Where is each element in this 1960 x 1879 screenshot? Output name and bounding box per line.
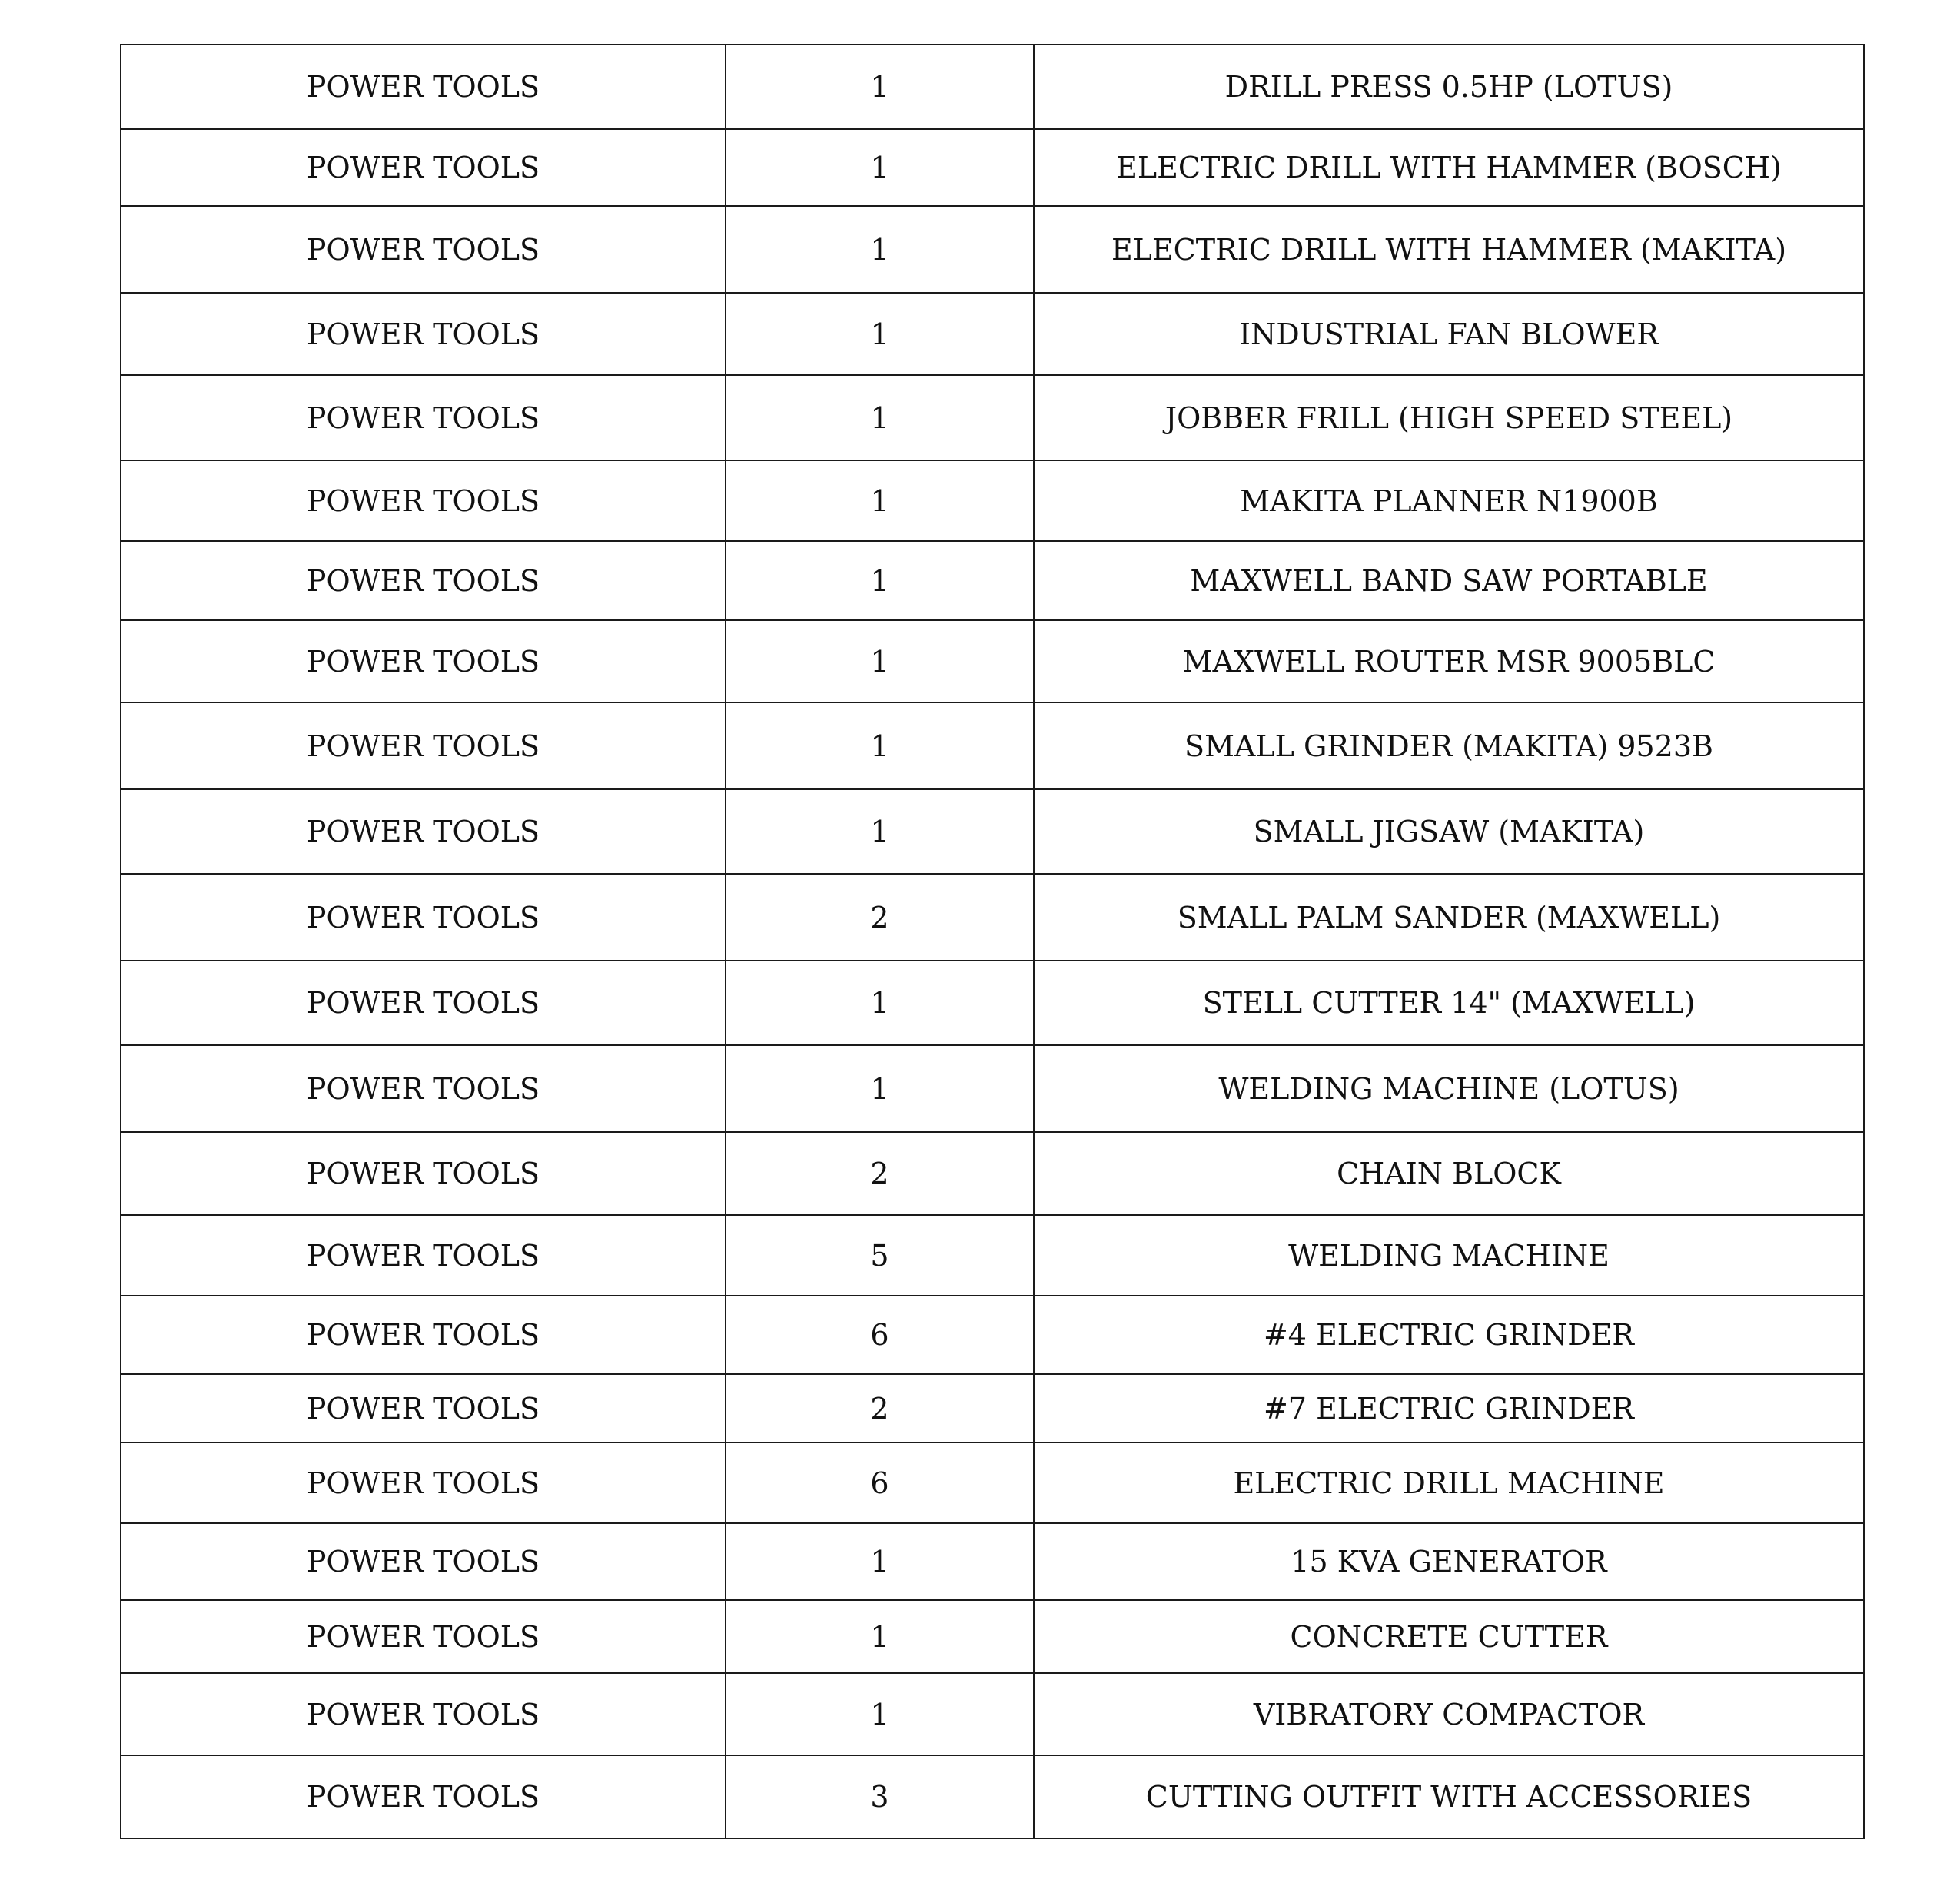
quantity-cell: 1 [726, 45, 1034, 129]
inventory-table [120, 44, 1865, 1839]
description-cell: STELL CUTTER 14" (MAXWELL) [1034, 961, 1864, 1045]
table-row [121, 293, 1864, 375]
quantity-cell: 1 [726, 460, 1034, 541]
quantity-cell: 1 [726, 789, 1034, 874]
table-row [121, 1442, 1864, 1523]
description-cell: #7 ELECTRIC GRINDER [1034, 1374, 1864, 1442]
description-cell: VIBRATORY COMPACTOR [1034, 1673, 1864, 1755]
quantity-cell: 1 [726, 375, 1034, 460]
quantity-cell: 1 [726, 1600, 1034, 1673]
category-cell: POWER TOOLS [121, 702, 726, 789]
quantity-cell: 1 [726, 541, 1034, 620]
category-cell: POWER TOOLS [121, 1523, 726, 1600]
table-row [121, 45, 1864, 129]
quantity-cell: 2 [726, 1132, 1034, 1215]
category-cell: POWER TOOLS [121, 1600, 726, 1673]
table-row [121, 1132, 1864, 1215]
table-row [121, 129, 1864, 206]
description-cell: SMALL GRINDER (MAKITA) 9523B [1034, 702, 1864, 789]
table-row [121, 206, 1864, 293]
quantity-cell: 1 [726, 293, 1034, 375]
quantity-cell: 2 [726, 1374, 1034, 1442]
category-cell: POWER TOOLS [121, 541, 726, 620]
quantity-cell: 1 [726, 129, 1034, 206]
quantity-cell: 1 [726, 702, 1034, 789]
quantity-cell: 5 [726, 1215, 1034, 1296]
table-row [121, 1755, 1864, 1838]
table-row [121, 460, 1864, 541]
quantity-cell: 6 [726, 1296, 1034, 1374]
description-cell: SMALL JIGSAW (MAKITA) [1034, 789, 1864, 874]
description-cell: CUTTING OUTFIT WITH ACCESSORIES [1034, 1755, 1864, 1838]
description-cell: WELDING MACHINE (LOTUS) [1034, 1045, 1864, 1132]
quantity-cell: 1 [726, 620, 1034, 702]
table-row [121, 541, 1864, 620]
table-row [121, 1673, 1864, 1755]
description-cell: INDUSTRIAL FAN BLOWER [1034, 293, 1864, 375]
category-cell: POWER TOOLS [121, 1215, 726, 1296]
quantity-cell: 2 [726, 874, 1034, 961]
description-cell: MAKITA PLANNER N1900B [1034, 460, 1864, 541]
description-cell: MAXWELL ROUTER MSR 9005BLC [1034, 620, 1864, 702]
category-cell: POWER TOOLS [121, 789, 726, 874]
description-cell: MAXWELL BAND SAW PORTABLE [1034, 541, 1864, 620]
category-cell: POWER TOOLS [121, 620, 726, 702]
description-cell: ELECTRIC DRILL MACHINE [1034, 1442, 1864, 1523]
table-row [121, 620, 1864, 702]
quantity-cell: 1 [726, 961, 1034, 1045]
quantity-cell: 1 [726, 1045, 1034, 1132]
category-cell: POWER TOOLS [121, 1442, 726, 1523]
table-row [121, 1296, 1864, 1374]
category-cell: POWER TOOLS [121, 961, 726, 1045]
description-cell: CHAIN BLOCK [1034, 1132, 1864, 1215]
table-row [121, 874, 1864, 961]
category-cell: POWER TOOLS [121, 1755, 726, 1838]
quantity-cell: 6 [726, 1442, 1034, 1523]
category-cell: POWER TOOLS [121, 206, 726, 293]
description-cell: #4 ELECTRIC GRINDER [1034, 1296, 1864, 1374]
description-cell: SMALL PALM SANDER (MAXWELL) [1034, 874, 1864, 961]
table-row [121, 961, 1864, 1045]
table-row [121, 1374, 1864, 1442]
description-cell: DRILL PRESS 0.5HP (LOTUS) [1034, 45, 1864, 129]
category-cell: POWER TOOLS [121, 1045, 726, 1132]
description-cell: WELDING MACHINE [1034, 1215, 1864, 1296]
description-cell: ELECTRIC DRILL WITH HAMMER (MAKITA) [1034, 206, 1864, 293]
table-row [121, 375, 1864, 460]
category-cell: POWER TOOLS [121, 1296, 726, 1374]
inventory-table-body [121, 45, 1864, 1838]
table-row [121, 702, 1864, 789]
category-cell: POWER TOOLS [121, 1374, 726, 1442]
quantity-cell: 1 [726, 206, 1034, 293]
category-cell: POWER TOOLS [121, 129, 726, 206]
category-cell: POWER TOOLS [121, 874, 726, 961]
category-cell: POWER TOOLS [121, 375, 726, 460]
category-cell: POWER TOOLS [121, 293, 726, 375]
category-cell: POWER TOOLS [121, 1673, 726, 1755]
category-cell: POWER TOOLS [121, 1132, 726, 1215]
table-row [121, 1215, 1864, 1296]
description-cell: 15 KVA GENERATOR [1034, 1523, 1864, 1600]
description-cell: CONCRETE CUTTER [1034, 1600, 1864, 1673]
table-row [121, 1523, 1864, 1600]
description-cell: ELECTRIC DRILL WITH HAMMER (BOSCH) [1034, 129, 1864, 206]
quantity-cell: 3 [726, 1755, 1034, 1838]
table-row [121, 1045, 1864, 1132]
category-cell: POWER TOOLS [121, 460, 726, 541]
table-row [121, 1600, 1864, 1673]
table-row [121, 789, 1864, 874]
description-cell: JOBBER FRILL (HIGH SPEED STEEL) [1034, 375, 1864, 460]
quantity-cell: 1 [726, 1523, 1034, 1600]
category-cell: POWER TOOLS [121, 45, 726, 129]
quantity-cell: 1 [726, 1673, 1034, 1755]
